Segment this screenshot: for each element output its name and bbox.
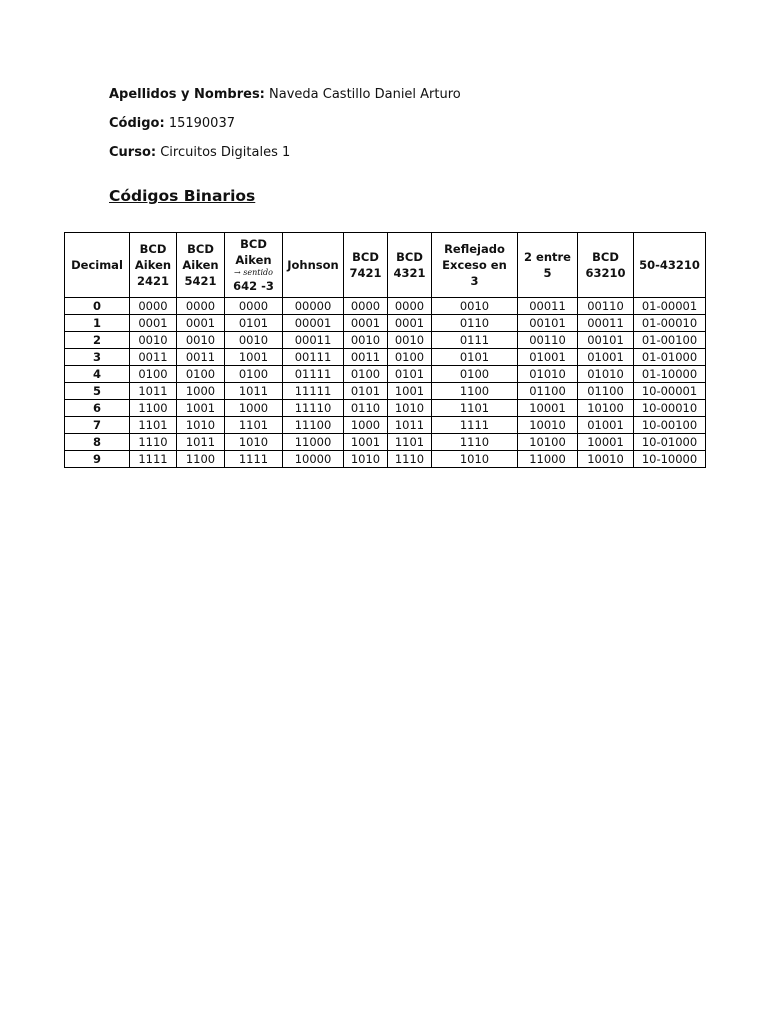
table-row	[65, 383, 706, 400]
code-cell: 0010	[388, 332, 432, 349]
code-cell: 10-00001	[634, 383, 706, 400]
code-cell: 01010	[578, 366, 634, 383]
code-cell: 0110	[432, 315, 518, 332]
code-cell: 10-00100	[634, 417, 706, 434]
code-cell: 1010	[388, 400, 432, 417]
code-cell: 00110	[578, 298, 634, 315]
decimal-cell: 3	[65, 349, 130, 366]
code-cell: 1110	[388, 451, 432, 468]
decimal-cell: 5	[65, 383, 130, 400]
header-bcd-7421: BCD 7421	[344, 233, 388, 298]
code-cell: 1111	[225, 451, 283, 468]
code-line	[109, 116, 235, 132]
code-cell: 10100	[518, 434, 578, 451]
code-cell: 1100	[177, 451, 225, 468]
code-cell: 0000	[177, 298, 225, 315]
code-cell: 0101	[432, 349, 518, 366]
code-cell: 1111	[432, 417, 518, 434]
code-cell: 00110	[518, 332, 578, 349]
code-cell: 01-00100	[634, 332, 706, 349]
code-cell: 1011	[177, 434, 225, 451]
code-cell: 10000	[283, 451, 344, 468]
decimal-cell: 6	[65, 400, 130, 417]
table-row	[65, 315, 706, 332]
name-line	[109, 87, 461, 103]
code-cell: 0000	[130, 298, 177, 315]
code-cell: 0010	[225, 332, 283, 349]
code-cell: 01-00001	[634, 298, 706, 315]
code-cell: 00011	[578, 315, 634, 332]
code-cell: 0010	[177, 332, 225, 349]
table-row	[65, 366, 706, 383]
code-cell: 10-10000	[634, 451, 706, 468]
code-cell: 01100	[578, 383, 634, 400]
code-cell: 11110	[283, 400, 344, 417]
code-cell: 00000	[283, 298, 344, 315]
decimal-cell: 8	[65, 434, 130, 451]
code-cell: 0011	[177, 349, 225, 366]
code-cell: 0100	[432, 366, 518, 383]
name-label: Apellidos y Nombres:	[109, 87, 265, 102]
code-cell: 0001	[130, 315, 177, 332]
code-cell: 0000	[344, 298, 388, 315]
decimal-cell: 4	[65, 366, 130, 383]
code-cell: 00111	[283, 349, 344, 366]
code-cell: 01001	[578, 349, 634, 366]
code-cell: 10001	[518, 400, 578, 417]
course-value: Circuitos Digitales 1	[160, 145, 291, 160]
decimal-cell: 0	[65, 298, 130, 315]
binary-codes-table	[64, 232, 706, 468]
code-cell: 0100	[177, 366, 225, 383]
code-cell: 1001	[344, 434, 388, 451]
header-bcd-4321: BCD 4321	[388, 233, 432, 298]
code-cell: 0111	[432, 332, 518, 349]
code-cell: 11111	[283, 383, 344, 400]
code-cell: 1011	[225, 383, 283, 400]
code-cell: 1001	[388, 383, 432, 400]
code-cell: 01-10000	[634, 366, 706, 383]
table-row	[65, 451, 706, 468]
code-cell: 1011	[130, 383, 177, 400]
code-cell: 1110	[432, 434, 518, 451]
decimal-cell: 9	[65, 451, 130, 468]
code-cell: 0001	[388, 315, 432, 332]
code-cell: 11000	[518, 451, 578, 468]
header-aiken-5421: BCD Aiken 5421	[177, 233, 225, 298]
code-cell: 01100	[518, 383, 578, 400]
code-cell: 00011	[518, 298, 578, 315]
code-cell: 1001	[177, 400, 225, 417]
code-cell: 0011	[344, 349, 388, 366]
code-cell: 1011	[388, 417, 432, 434]
code-cell: 11000	[283, 434, 344, 451]
code-cell: 0010	[130, 332, 177, 349]
course-line	[109, 145, 290, 161]
code-cell: 1100	[130, 400, 177, 417]
code-cell: 10010	[578, 451, 634, 468]
code-cell: 1010	[177, 417, 225, 434]
table-row	[65, 417, 706, 434]
header-2-entre-5: 2 entre 5	[518, 233, 578, 298]
table-row	[65, 298, 706, 315]
code-cell: 1111	[130, 451, 177, 468]
code-cell: 00101	[578, 332, 634, 349]
code-cell: 00011	[283, 332, 344, 349]
code-cell: 1000	[225, 400, 283, 417]
code-cell: 1100	[432, 383, 518, 400]
code-cell: 1010	[432, 451, 518, 468]
code-cell: 0010	[432, 298, 518, 315]
code-cell: 10-00010	[634, 400, 706, 417]
section-heading: Códigos Binarios	[109, 187, 256, 205]
code-cell: 00001	[283, 315, 344, 332]
code-cell: 0100	[344, 366, 388, 383]
table-row	[65, 400, 706, 417]
header-johnson: Johnson	[283, 233, 344, 298]
code-cell: 11100	[283, 417, 344, 434]
code-cell: 1101	[130, 417, 177, 434]
code-cell: 0001	[177, 315, 225, 332]
code-cell: 0110	[344, 400, 388, 417]
code-cell: 1000	[344, 417, 388, 434]
code-cell: 0010	[344, 332, 388, 349]
code-value: 15190037	[168, 116, 235, 131]
code-label: Código:	[109, 116, 165, 131]
code-cell: 1001	[225, 349, 283, 366]
code-cell: 00101	[518, 315, 578, 332]
decimal-cell: 1	[65, 315, 130, 332]
name-value: Naveda Castillo Daniel Arturo	[269, 87, 461, 102]
table-header-row	[65, 233, 706, 298]
code-cell: 0000	[388, 298, 432, 315]
code-cell: 0100	[388, 349, 432, 366]
table-row	[65, 332, 706, 349]
code-cell: 01-00010	[634, 315, 706, 332]
code-cell: 1101	[432, 400, 518, 417]
code-cell: 10-01000	[634, 434, 706, 451]
code-cell: 01010	[518, 366, 578, 383]
code-cell: 10001	[578, 434, 634, 451]
code-cell: 0101	[388, 366, 432, 383]
code-cell: 10010	[518, 417, 578, 434]
decimal-cell: 2	[65, 332, 130, 349]
code-cell: 0101	[225, 315, 283, 332]
code-cell: 0100	[130, 366, 177, 383]
code-cell: 0101	[344, 383, 388, 400]
direction-note: → sentido	[234, 268, 273, 277]
header-reflejado-exceso-3: Reflejado Exceso en 3	[432, 233, 518, 298]
code-cell: 1010	[225, 434, 283, 451]
code-cell: 0100	[225, 366, 283, 383]
table-row	[65, 349, 706, 366]
code-cell: 1101	[388, 434, 432, 451]
code-cell: 01001	[578, 417, 634, 434]
header-bcd-63210: BCD 63210	[578, 233, 634, 298]
code-cell: 01111	[283, 366, 344, 383]
course-label: Curso:	[109, 145, 157, 160]
code-cell: 01-01000	[634, 349, 706, 366]
code-cell: 0001	[344, 315, 388, 332]
code-cell: 1110	[130, 434, 177, 451]
table-row	[65, 434, 706, 451]
header-50-43210: 50-43210	[634, 233, 706, 298]
decimal-cell: 7	[65, 417, 130, 434]
header-decimal: Decimal	[65, 233, 130, 298]
code-cell: 0011	[130, 349, 177, 366]
code-cell: 0000	[225, 298, 283, 315]
code-cell: 1010	[344, 451, 388, 468]
code-cell: 10100	[578, 400, 634, 417]
header-aiken-642-3: BCD Aiken → sentido 642 -3	[225, 233, 283, 298]
header-aiken-2421: BCD Aiken 2421	[130, 233, 177, 298]
code-cell: 01001	[518, 349, 578, 366]
code-cell: 1101	[225, 417, 283, 434]
code-cell: 1000	[177, 383, 225, 400]
